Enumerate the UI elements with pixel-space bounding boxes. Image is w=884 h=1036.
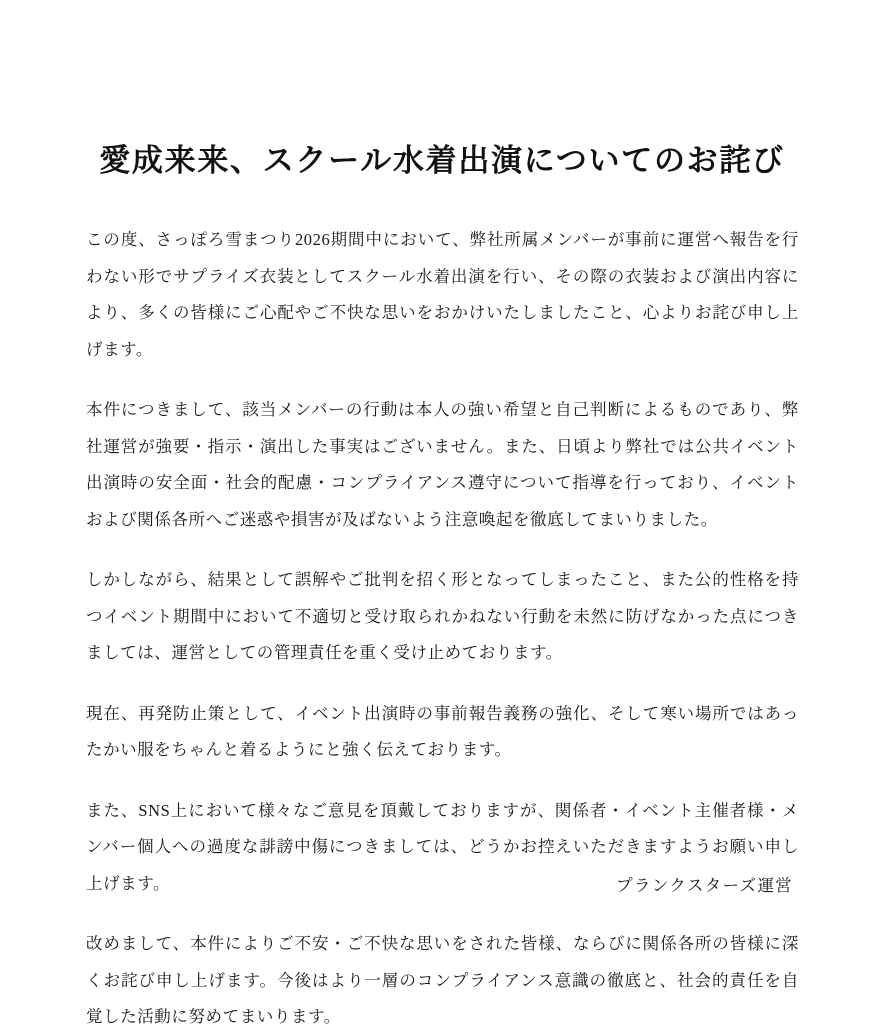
paragraph: 現在、再発防止策として、イベント出演時の事前報告義務の強化、そして寒い場所ではあったかい服をちゃんと着るようにと強く伝えております。: [86, 703, 799, 759]
signature-organization: プランクスターズ運営: [616, 876, 793, 895]
document-body: [86, 222, 799, 1036]
page-title: 愛成来来、スクール水着出演についてのお詫び: [99, 142, 785, 178]
paragraph: この度、さっぽろ雪まつり2026期間中において、弊社所属メンバーが事前に運営へ報告を行わない形でサプライズ衣装としてスクール水着出演を行い、その際の衣装および演出内容により、多くの皆様にご心配やご不快な思いをおかけいたしましたこと、心よりお詫び申し上げます。: [86, 230, 799, 359]
paragraph: 改めまして、本件によりご不安・ご不快な思いをされた皆様、ならびに関係各所の皆様に深くお詫び申し上げます。今後はより一層のコンプライアンス意識の徹底と、社会的責任を自覚した活動に努めてまいります。: [86, 934, 799, 1026]
paragraph: 本件につきまして、該当メンバーの行動は本人の強い希望と自己判断によるものであり、弊社運営が強要・指示・演出した事実はございません。また、日頃より弊社では公共イベント出演時の安全面・社会的配慮・コンプライアンス遵守について指導を行っており、イベントおよび関係各所へご迷惑や損害が及ばないよう注意喚起を徹底してまいりました。: [86, 400, 799, 529]
paragraph: しかしながら、結果として誤解やご批判を招く形となってしまったこと、また公的性格を持つイベント期間中において不適切と受け取られかねない行動を未然に防げなかった点につきましては、運営としての管理責任を重く受け止めております。: [86, 570, 799, 662]
paragraph: また、SNS上において様々なご意見を頂戴しておりますが、関係者・イベント主催者様・メンバー個人への過度な誹謗中傷につきましては、どうかお控えいただきますようお願い申し上げます。: [86, 800, 799, 893]
